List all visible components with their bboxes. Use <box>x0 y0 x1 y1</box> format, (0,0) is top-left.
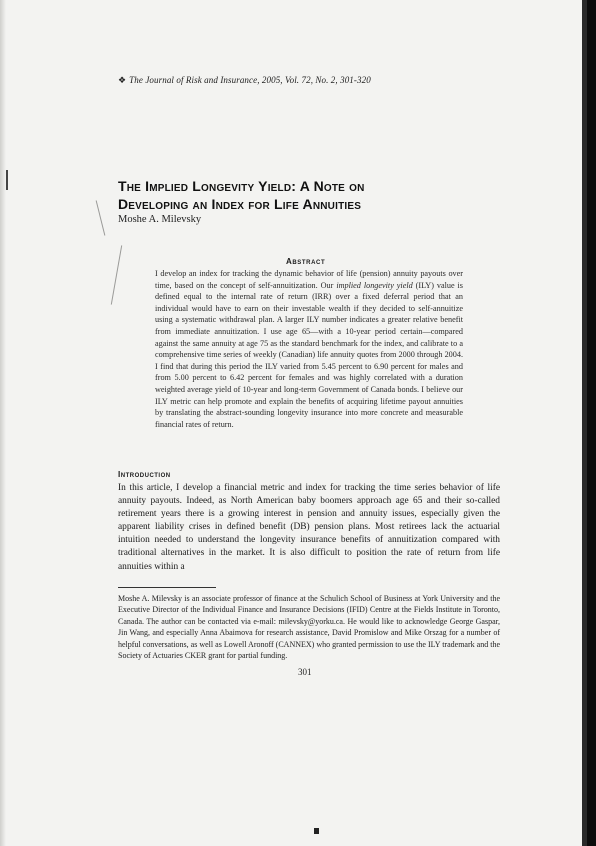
footnote-divider <box>118 587 216 588</box>
left-margin-smudge <box>111 245 122 304</box>
page-number: 301 <box>298 667 312 677</box>
bottom-scan-mark <box>314 828 319 834</box>
abstract-text-part-2: (ILY) value is defined equal to the internal rate of return (IRR) over a fixed deferral period that an individual would have to earn on their investable wealth if they decided to self-annuitize using a systematic withdrawal plan. A larger ILY number indicates a greater relative benefit from immediate annuitization. I use age 65—with a 10-year period certain—compared against the same annuity at age 75 as the standard benchmark for the index, and calibrate to a comprehensive time series of weekly (Canadian) life annuity quotes from 2000 through 2004. I find that during this period the ILY varied from 5.45 percent to 6.90 percent for males and from 5.00 percent to 6.42 percent for females and was highly correlated with a duration weighted average yield of 10-year and long-term Government of Canada bonds. I believe our ILY metric can help promote and explain the benefits of acquiring lifetime payout annuities by translating the abstract-sounding longevity insurance into more concrete and measurable financial rates of return. <box>155 280 463 429</box>
abstract-text-part-1: I develop an index for tracking the dynamic behavior of life (pension) annuity payouts over time, based on the concept of self-annuitization. Our <box>155 269 463 290</box>
scan-left-edge <box>0 0 6 846</box>
margin-mark <box>6 170 8 190</box>
citation-text: The Journal of Risk and Insurance, 2005, Vol. 72, No. 2, 301-320 <box>129 75 371 85</box>
introduction-heading: Introduction <box>118 470 171 479</box>
title-line-2: Developing an Index for Life Annuities <box>118 196 362 212</box>
ornament-icon: ❖ <box>118 75 127 85</box>
journal-citation <box>118 75 371 86</box>
left-margin-smudge <box>96 200 106 235</box>
abstract-heading: Abstract <box>286 257 326 266</box>
author-footnote: Moshe A. Milevsky is an associate professor of finance at the Schulich School of Business at York University and the Executive Director of the Individual Finance and Insurance Decisions (IFID) Centre at the Fields Institute in Toronto, Canada. The author can be contacted via e-mail: milevsky@yorku.ca. He would like to acknowledge George Gaspar, Jin Wang, and especially Anna Abaimova for research assistance, David Promislow and Mike Orszag for a number of helpful conversations, as well as Lowell Aronoff (CANNEX) who granted permission to use the ILY trademark and the Society of Actuaries CKER grant for partial funding. <box>118 594 500 661</box>
introduction-text: In this article, I develop a financial metric and index for tracking the time series behavior of life annuity payouts. Indeed, as North American baby boomers approach age 65 and their so-called retirement years there is a growing interest in pension and annuity issues, especially given the apparent liability crises in defined benefit (DB) pension plans. Most retirees lack the actuarial intuition needed to understand the longevity insurance benefits of annuitization compared with traditional alternatives in the market. It is also difficult to position the rate of return from life annuities within a <box>118 483 500 572</box>
article-title <box>118 177 448 213</box>
scan-right-edge <box>582 0 596 846</box>
author-name: Moshe A. Milevsky <box>118 214 202 225</box>
abstract-text <box>155 268 463 430</box>
abstract-term: implied longevity yield <box>336 280 413 290</box>
scan-right-edge-notch <box>582 0 587 846</box>
title-line-1: The Implied Longevity Yield: A Note on <box>118 178 365 194</box>
